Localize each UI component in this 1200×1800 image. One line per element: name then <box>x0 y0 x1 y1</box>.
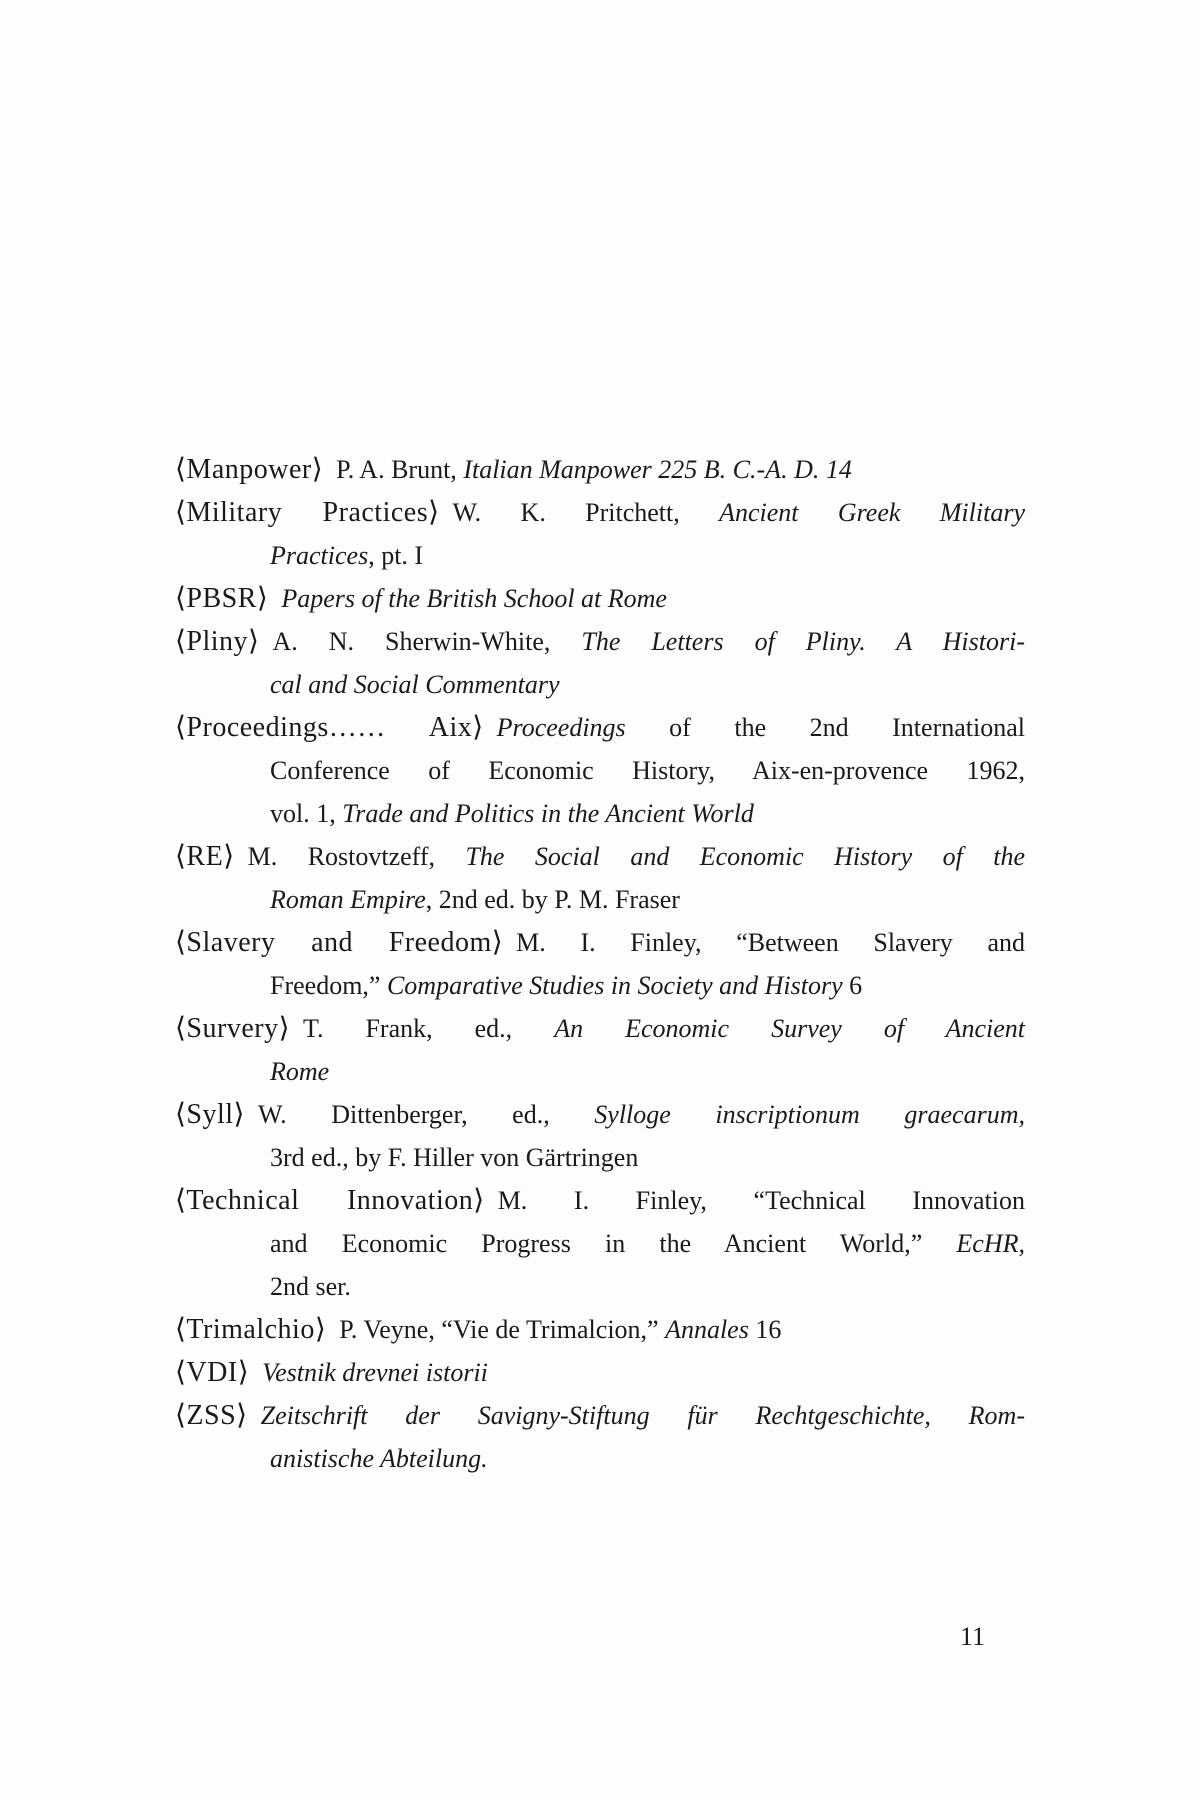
entry-text: T. Frank, ed., <box>303 1014 555 1043</box>
bibliography-entry-continuation <box>175 1136 1025 1179</box>
entry-title-italic: Comparative Studies in Society and History <box>386 971 843 1000</box>
entry-title-italic: Italian Manpower 225 B. C.-A. D. 14 <box>463 455 852 484</box>
bibliography-entry-continuation <box>175 964 1025 1007</box>
bibliography-entry-continuation <box>175 878 1025 921</box>
entry-abbreviation: ⟨Military Practices⟩ <box>175 497 440 528</box>
entry-abbreviation: ⟨Trimalchio⟩ <box>175 1314 327 1345</box>
entry-title-italic: The Letters of Pliny. A Histori- <box>581 627 1025 656</box>
bibliography-entry <box>175 577 1025 620</box>
page-number: 11 <box>960 1622 986 1651</box>
bibliography-entry <box>175 448 1025 491</box>
bibliography-entry <box>175 921 1025 964</box>
bibliography-entry <box>175 1007 1025 1050</box>
entry-text: 2nd ser. <box>270 1272 351 1301</box>
entry-title-italic: Proceedings <box>496 713 626 742</box>
entry-title-italic: Sylloge inscriptionum graecarum, <box>594 1100 1025 1129</box>
entry-title-italic: The Social and Economic History of the <box>465 842 1026 871</box>
entry-abbreviation: ⟨PBSR⟩ <box>175 583 269 614</box>
bibliography-entry <box>175 1308 1025 1351</box>
entry-abbreviation: ⟨RE⟩ <box>175 841 235 872</box>
entry-title-italic: Trade and Politics in the Ancient World <box>342 799 754 828</box>
entry-title-italic: Annales <box>665 1315 749 1344</box>
entry-title-italic: Ancient Greek Military <box>719 498 1025 527</box>
abbreviations-list <box>175 448 1025 1480</box>
entry-title-italic: anistische Abteilung. <box>270 1444 488 1473</box>
entry-text: 3rd ed., by F. Hiller von Gärtringen <box>270 1143 639 1172</box>
bibliography-entry-continuation <box>175 792 1025 835</box>
entry-title-italic: Zeitschrift der Savigny-Stiftung für Rechtgeschichte, Rom- <box>260 1401 1025 1430</box>
entry-text: M. I. Finley, “Between Slavery and <box>516 928 1025 957</box>
bibliography-entry <box>175 620 1025 663</box>
entry-title-italic: An Economic Survey of Ancient <box>554 1014 1026 1043</box>
entry-text: vol. 1, <box>270 799 343 828</box>
entry-abbreviation: ⟨VDI⟩ <box>175 1357 250 1388</box>
entry-text: Conference of Economic History, Aix-en-provence 1962, <box>270 756 1025 785</box>
bibliography-entry <box>175 1351 1025 1394</box>
entry-text: , 2nd ed. by P. M. Fraser <box>425 885 680 914</box>
entry-abbreviation: ⟨Survery⟩ <box>175 1013 290 1044</box>
bibliography-entry-continuation <box>175 1050 1025 1093</box>
bibliography-entry <box>175 835 1025 878</box>
entry-abbreviation: ⟨Pliny⟩ <box>175 626 260 657</box>
entry-text: W. Dittenberger, ed., <box>257 1100 595 1129</box>
bibliography-entry <box>175 1179 1025 1222</box>
entry-abbreviation: ⟨Syll⟩ <box>175 1099 245 1130</box>
entry-text: M. Rostovtzeff, <box>247 842 466 871</box>
entry-title-italic: EcHR, <box>956 1229 1025 1258</box>
bibliography-entry-continuation <box>175 1265 1025 1308</box>
entry-text: 16 <box>748 1315 782 1344</box>
entry-title-italic: Rome <box>270 1057 330 1086</box>
entry-title-italic: Papers of the British School at Rome <box>281 584 667 613</box>
entry-text: , pt. I <box>368 541 424 570</box>
entry-abbreviation: ⟨Technical Innovation⟩ <box>175 1185 485 1216</box>
entry-text: P. A. Brunt, <box>336 455 464 484</box>
bibliography-entry-continuation <box>175 534 1025 577</box>
entry-title-italic: cal and Social Commentary <box>270 670 560 699</box>
bibliography-entry-continuation <box>175 749 1025 792</box>
entry-title-italic: Roman Empire <box>270 885 426 914</box>
entry-abbreviation: ⟨Slavery and Freedom⟩ <box>175 927 504 958</box>
entry-text: 6 <box>842 971 863 1000</box>
entry-text: W. K. Pritchett, <box>452 498 720 527</box>
entry-title-italic: Vestnik drevnei istorii <box>262 1358 488 1387</box>
entry-text: A. N. Sherwin-White, <box>272 627 582 656</box>
entry-text: of the 2nd International <box>625 713 1025 742</box>
entry-text: M. I. Finley, “Technical Innovation <box>497 1186 1025 1215</box>
bibliography-entry <box>175 706 1025 749</box>
entry-abbreviation: ⟨ZSS⟩ <box>175 1400 248 1431</box>
bibliography-entry <box>175 1093 1025 1136</box>
bibliography-entry <box>175 491 1025 534</box>
entry-title-italic: Practices <box>270 541 369 570</box>
entry-text: Freedom,” <box>270 971 387 1000</box>
bibliography-entry-continuation <box>175 1437 1025 1480</box>
entry-text: and Economic Progress in the Ancient World,” <box>270 1229 957 1258</box>
entry-abbreviation: ⟨Manpower⟩ <box>175 454 324 485</box>
entry-text: P. Veyne, “Vie de Trimalcion,” <box>339 1315 666 1344</box>
entry-abbreviation: ⟨Proceedings…… Aix⟩ <box>175 712 484 743</box>
bibliography-entry <box>175 1394 1025 1437</box>
bibliography-entry-continuation <box>175 663 1025 706</box>
bibliography-entry-continuation <box>175 1222 1025 1265</box>
